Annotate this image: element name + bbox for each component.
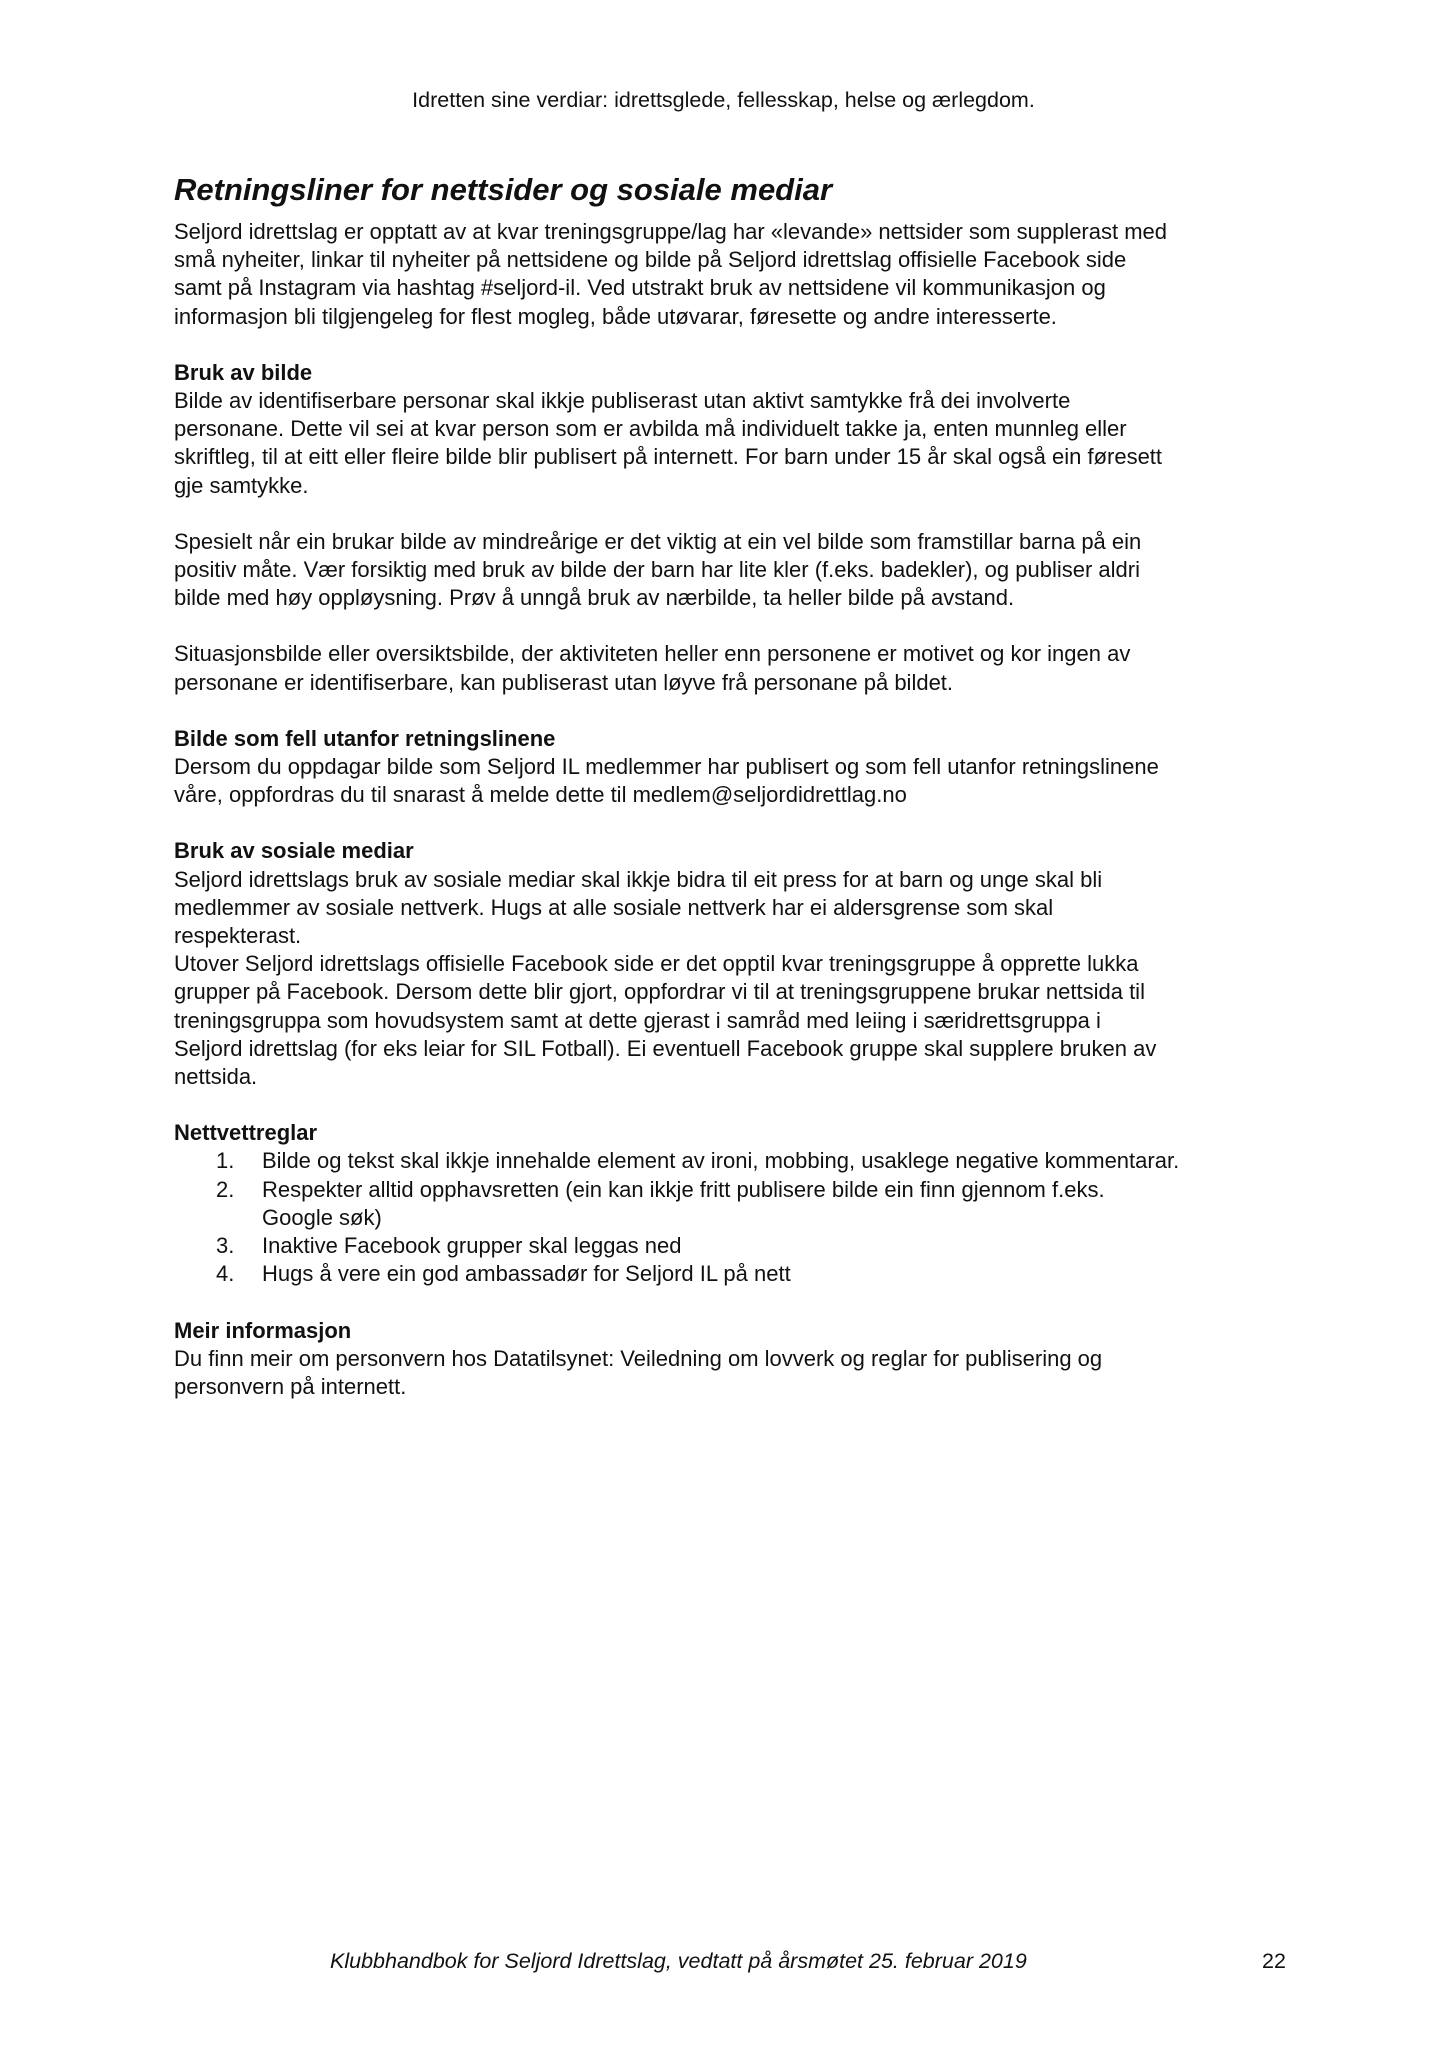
- list-number: 2.: [216, 1176, 235, 1202]
- page-title: Retningsliner for nettsider og sosiale mediar: [174, 172, 833, 207]
- numbered-list: [174, 1147, 1294, 1288]
- text-line: Google søk): [262, 1204, 382, 1230]
- text-line: grupper på Facebook. Dersom dette blir gjort, oppfordrar vi til at treningsgruppene brukar nettsida til: [174, 979, 1145, 1005]
- text-line: respekterast.: [174, 923, 302, 949]
- page-header: Idretten sine verdiar: idrettsglede, fellesskap, helse og ærlegdom.: [412, 88, 1035, 112]
- section-heading: Nettvettreglar: [174, 1120, 318, 1146]
- text-line: Utover Seljord idrettslags offisielle Facebook side er det opptil kvar treningsgruppe å opprette lukka: [174, 951, 1139, 977]
- section-sosiale-mediar: [174, 837, 1294, 1091]
- text-line: Seljord idrettslag (for eks leiar for SIL Fotball). Ei eventuell Facebook gruppe skal supplere bruken av: [174, 1035, 1157, 1061]
- section-heading: Bilde som fell utanfor retningslinene: [174, 725, 556, 751]
- text-line: personane. Dette vil sei at kvar person som er avbilda må individuelt takke ja, enten munnleg eller: [174, 416, 1127, 442]
- text-line: Bilde og tekst skal ikkje innehalde element av ironi, mobbing, usaklege negative kommentarar.: [262, 1148, 1180, 1174]
- text-line: Spesielt når ein brukar bilde av mindreårige er det viktig at ein vel bilde som framstillar barna på ein: [174, 528, 1142, 554]
- page-number: 22: [1262, 1949, 1286, 1973]
- section-meir-informasjon: [174, 1317, 1294, 1402]
- text-line: skriftleg, til at eitt eller fleire bilde blir publisert på internett. For barn under 15 år skal også ein føresett: [174, 444, 1163, 470]
- text-line: Seljord idrettslag er opptatt av at kvar treningsgruppe/lag har «levande» nettsider som supplerast med: [174, 219, 1168, 244]
- text-line: Dersom du oppdagar bilde som Seljord IL medlemmer har publisert og som fell utanfor retningslinene: [174, 754, 1159, 780]
- text-line: gje samtykke.: [174, 472, 309, 498]
- text-line: personane er identifiserbare, kan publiserast utan løyve frå personane på bildet.: [174, 669, 954, 695]
- paragraph: [174, 528, 1294, 613]
- intro-paragraph: [174, 218, 1294, 331]
- text-line: personvern på internett.: [174, 1373, 407, 1399]
- text-line: informasjon bli tilgjengeleg for flest mogleg, både utøvarar, føresette og andre interesserte.: [174, 303, 1057, 329]
- section-heading: Bruk av bilde: [174, 359, 313, 385]
- section-bruk-av-bilde: [174, 359, 1294, 500]
- text-line: samt på Instagram via hashtag #seljord-il. Ved utstrakt bruk av nettsidene vil kommunikasjon og: [174, 275, 1106, 301]
- section-heading: Bruk av sosiale mediar: [174, 838, 414, 864]
- paragraph: [174, 387, 1294, 500]
- text-line: Inaktive Facebook grupper skal leggas ned: [262, 1233, 682, 1259]
- paragraph: [174, 640, 1294, 696]
- text-line: Bilde av identifiserbare personar skal ikkje publiserast utan aktivt samtykke frå dei involverte: [174, 388, 1071, 414]
- list-item: [174, 1147, 1294, 1175]
- footer-text: Klubbhandbok for Seljord Idrettslag, vedtatt på årsmøtet 25. februar 2019: [330, 1949, 1027, 1973]
- text-line: våre, oppfordras du til snarast å melde dette til medlem@seljordidrettlag.no: [174, 782, 907, 808]
- text-line: Hugs å vere ein god ambassadør for Seljord IL på nett: [262, 1261, 791, 1287]
- text-line: små nyheiter, linkar til nyheiter på nettsidene og bilde på Seljord idrettslag offisielle Facebook side: [174, 247, 1127, 273]
- text-line: Seljord idrettslags bruk av sosiale mediar skal ikkje bidra til eit press for at barn og unge skal bli: [174, 866, 1103, 892]
- text-line: medlemmer av sosiale nettverk. Hugs at alle sosiale nettverk har ei aldersgrense som skal: [174, 894, 1054, 920]
- section-bilde-utanfor: [174, 725, 1294, 810]
- list-item: [174, 1176, 1294, 1232]
- text-line: nettsida.: [174, 1064, 258, 1090]
- text-line: Du finn meir om personvern hos Datatilsynet: Veiledning om lovverk og reglar for publisering og: [174, 1345, 1103, 1371]
- text-line: treningsgruppa som hovudsystem samt at dette gjerast i samråd med leiing i særidrettsgruppa i: [174, 1007, 1101, 1033]
- section-heading: Meir informasjon: [174, 1317, 352, 1343]
- page-content: [174, 170, 1294, 1401]
- list-number: 1.: [216, 1148, 235, 1174]
- text-line: Situasjonsbilde eller oversiktsbilde, der aktiviteten heller enn personene er motivet og kor ingen av: [174, 641, 1131, 667]
- list-item: [174, 1232, 1294, 1260]
- list-number: 3.: [216, 1233, 235, 1259]
- section-nettvettreglar: [174, 1119, 1294, 1288]
- text-line: positiv måte. Vær forsiktig med bruk av bilde der barn har lite kler (f.eks. badekler), og publiser aldri: [174, 557, 1140, 583]
- list-item: [174, 1260, 1294, 1288]
- text-line: bilde med høy oppløysning. Prøv å unngå bruk av nærbilde, ta heller bilde på avstand.: [174, 585, 1015, 611]
- text-line: Respekter alltid opphavsretten (ein kan ikkje fritt publisere bilde ein finn gjennom f.eks.: [262, 1176, 1105, 1202]
- list-number: 4.: [216, 1261, 235, 1287]
